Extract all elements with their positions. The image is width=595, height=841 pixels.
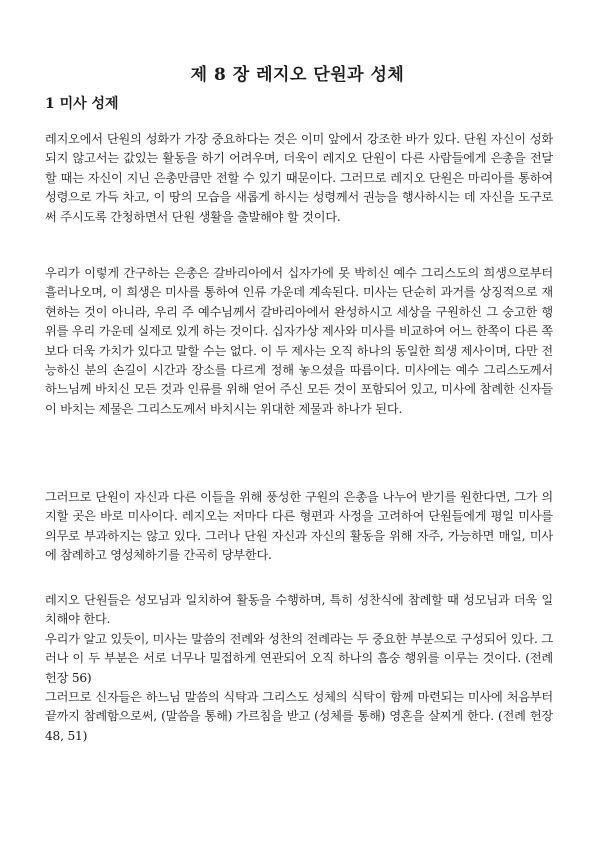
chapter-title: 제 8 장 레지오 단원과 성체 [190,65,405,85]
paragraph-4 [45,591,553,746]
paragraph-2: 우리가 이렇게 간구하는 은총은 갈바리아에서 십자가에 못 박히신 예수 그리스도의 희생으로부터 흘러나오며, 이 희생은 미사를 통하여 인류 가운데 계속된다. 미사는 단순히 과거를 상징적으로 재현하는 것이 아니라, 우리 주 예수님께서 갈바리아에서 완성하시고 세상을 구원하신 그 숭고한 행위를 우리 가운데 실제로 있게 하는 것이다. 십자가상 제사와 미사를 비교하여 어느 한쪽이 다른 쪽보다 더욱 가치가 있다고 말할 수는 없다. 이 두 제사는 오직 하나의 동일한 희생 제사이며, 다만 전능하신 분의 손길이 시간과 장소를 다르게 정해 놓으셨을 따름이다. 미사에는 예수 그리스도께서 하느님께 바치신 모든 것과 인류를 위해 얻어 주신 모든 것이 포함되어 있고, 미사에 참례한 신자들이 바치는 제물은 그리스도께서 바치시는 위대한 제물과 하나가 된다. [45,266,553,416]
paragraph-1: 레지오에서 단원의 성화가 가장 중요하다는 것은 이미 앞에서 강조한 바가 있다. 단원 자신이 성화 되지 않고서는 값있는 활동을 하기 어려우며, 더욱이 레지오 단원이 다른 사람들에게 은총을 전달 할 때는 자신이 지닌 은총만큼만 전할 수 있기 때문이다. 그러므로 레지오 단원은 마리아를 통하여 성령으로 가득 차고, 이 땅의 모습을 새롭게 하시는 성령께서 권능을 행사하시는 데 자신을 도구로 써 주시도록 간청하면서 단원 생활을 출발해야 할 것이다. [45,132,553,224]
paragraph-3: 그러므로 단원이 자신과 다른 이들을 위해 풍성한 구원의 은총을 나누어 받기를 원한다면, 그가 의지할 곳은 바로 미사이다. 레지오는 저마다 다른 형편과 사정을 고려하여 단원들에게 평일 미사를 의무로 부과하지는 않고 있다. 그러나 단원 자신과 자신의 활동을 위해 자주, 가능하면 매일, 미사에 참례하고 영성체하기를 간곡히 당부한다. [45,490,553,563]
paragraph-4-line-3: 그러므로 신자들은 하느님 말씀의 식탁과 그리스도 성체의 식탁이 함께 마련되는 미사에 처음부터 끝까지 참례함으로써, (말씀을 통해) 가르침을 받고 (성체를 통해) 영혼을 살찌게 한다. (전례 헌장 48, 51) [45,690,553,743]
paragraph-4-line-2: 우리가 알고 있듯이, 미사는 말씀의 전례와 성찬의 전례라는 두 중요한 부분으로 구성되어 있다. 그러나 이 두 부분은 서로 너무나 밀접하게 연관되어 오직 하나의 흠숭 행위를 이루는 것이다. (전례 헌장 56) [45,631,553,685]
paragraph-4-line-1: 레지오 단원들은 성모님과 일치하여 활동을 수행하며, 특히 성찬식에 참례할 때 성모님과 더욱 일치해야 한다. [45,593,553,627]
section-heading: 1 미사 성제 [45,96,119,112]
